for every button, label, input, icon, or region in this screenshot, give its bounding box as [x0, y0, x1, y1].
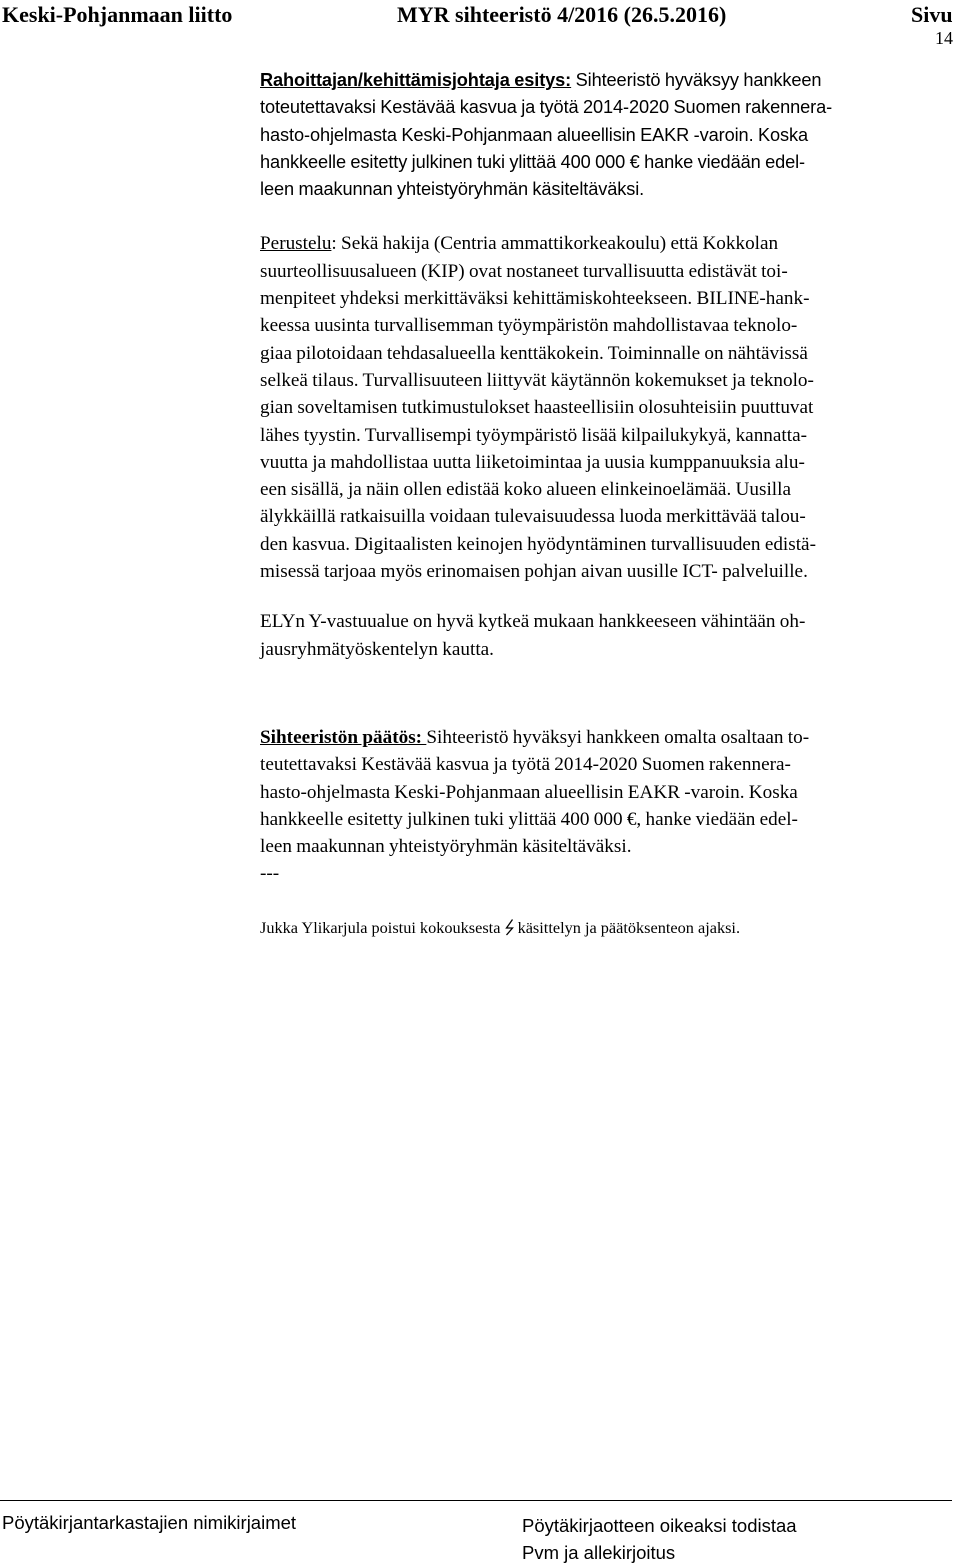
- rationale-line: lähes tyystin. Turvallisempi työympäristö lisää kilpailukykyä, kannatta-: [260, 424, 807, 446]
- rationale-line: älykkäillä ratkaisuilla voidaan tulevaisuudessa luoda merkittävää talou-: [260, 506, 806, 528]
- rationale-paragraph: [260, 230, 950, 585]
- ely-note-line: jausryhmätyöskentelyn kautta.: [260, 638, 494, 660]
- ely-note-paragraph: [260, 608, 950, 663]
- footer-certification-line: Pöytäkirjaotteen oikeaksi todistaa: [522, 1515, 797, 1536]
- footer-certification: [522, 1512, 797, 1566]
- ely-note-line: ELYn Y-vastuualue on hyvä kytkeä mukaan hankkeeseen vähintään oh-: [260, 611, 806, 633]
- footer-initials-label: Pöytäkirjantarkastajien nimikirjaimet: [2, 1512, 297, 1533]
- footer-divider: [0, 1500, 952, 1501]
- rationale-line: misessä tarjoaa myös erinomaisen pohjan aivan uusille ICT- palveluille.: [260, 561, 808, 583]
- proposal-paragraph: [260, 67, 950, 203]
- spacer: [260, 585, 950, 608]
- rationale-line: menpiteet yhdeksi merkittäväksi kehittämiskohteekseen. BILINE-hank-: [260, 288, 810, 310]
- proposal-line: hasto-ohjelmasta Keski-Pohjanmaan alueellisin EAKR -varoin. Koska: [260, 124, 809, 145]
- rationale-line: vuutta ja mahdollistaa uutta liiketoimintaa ja uusia kumppanuuksia alu-: [260, 451, 805, 473]
- header-meeting: MYR sihteeristö 4/2016 (26.5.2016): [397, 2, 727, 27]
- rationale-line: keessa uusinta turvallisemman työympäristön mahdollistavaa teknolo-: [260, 315, 798, 337]
- decision-line: hasto-ohjelmasta Keski-Pohjanmaan alueellisin EAKR -varoin. Koska: [260, 781, 798, 803]
- decision-label: Sihteeristön päätös:: [260, 726, 427, 748]
- rationale-line: een sisällä, ja näin ollen edistää koko alueen elinkeinoelämää. Uusilla: [260, 479, 791, 501]
- rationale-line: suurteollisuusalueen (KIP) ovat nostaneet turvallisuutta edistävät toi-: [260, 260, 788, 282]
- proposal-label: Rahoittajan/kehittämisjohtaja esitys:: [260, 70, 572, 90]
- bracket-symbol-icon: [505, 918, 514, 936]
- rationale-line: : Sekä hakija (Centria ammattikorkeakoulu) että Kokkolan: [331, 233, 779, 255]
- footer-signature-line: Pvm ja allekirjoitus: [522, 1542, 676, 1563]
- header-page-label: Sivu: [911, 2, 953, 27]
- exit-note-text: käsittelyn ja päätöksenteon ajaksi.: [513, 917, 741, 937]
- decision-line: hankkeelle esitetty julkinen tuki ylittää 400 000 €, hanke viedään edel-: [260, 808, 798, 830]
- proposal-line: leen maakunnan yhteistyöryhmän käsiteltäväksi.: [260, 179, 645, 200]
- header-organization: Keski-Pohjanmaan liitto: [2, 2, 233, 27]
- rationale-line: selkeä tilaus. Turvallisuuteen liittyvät käytännön kokemukset ja teknolo-: [260, 369, 814, 391]
- rationale-line: gian soveltamisen tutkimustulokset haasteellisiin olosuhteisiin puuttuvat: [260, 397, 814, 419]
- exit-note-text: Jukka Ylikarjula poistui kokouksesta: [260, 917, 505, 937]
- proposal-line: hankkeelle esitetty julkinen tuki ylittää 400 000 € hanke viedään edel-: [260, 151, 806, 172]
- decision-line: teutettavaksi Kestävää kasvua ja työtä 2014-2020 Suomen rakennera-: [260, 754, 791, 776]
- rationale-line: den kasvua. Digitaalisten keinojen hyödyntäminen turvallisuuden edistä-: [260, 533, 816, 555]
- decision-separator: ---: [260, 863, 280, 885]
- spacer: [260, 203, 950, 230]
- decision-paragraph: [260, 724, 950, 888]
- proposal-line: toteutettavaksi Kestävää kasvua ja työtä 2014-2020 Suomen rakennera-: [260, 97, 833, 118]
- rationale-line: giaa pilotoidaan tehdasalueella kenttäkokein. Toiminnalle on nähtävissä: [260, 342, 808, 364]
- proposal-line: Sihteeristö hyväksyy hankkeen: [571, 70, 822, 90]
- header-page-number: 14: [935, 28, 953, 48]
- decision-line: leen maakunnan yhteistyöryhmän käsiteltäväksi.: [260, 836, 632, 858]
- page-header: [0, 0, 960, 52]
- exit-note: [260, 917, 950, 939]
- rationale-label: Perustelu: [260, 233, 332, 255]
- decision-line: Sihteeristö hyväksyi hankkeen omalta osaltaan to-: [426, 726, 810, 748]
- document-body: [260, 67, 950, 939]
- spacer: [260, 663, 950, 724]
